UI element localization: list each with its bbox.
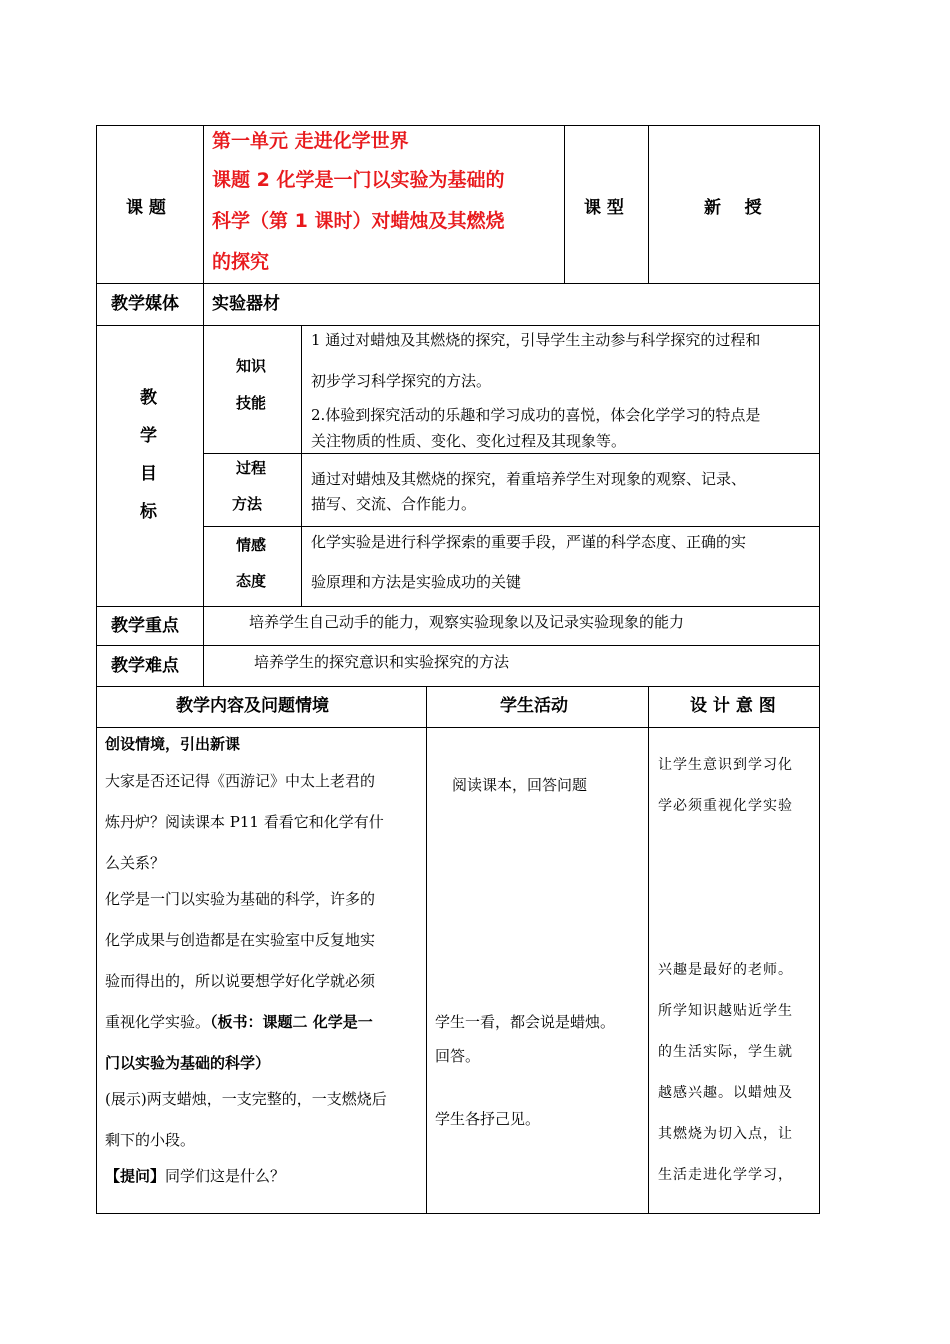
intent-text: 所学知识越贴近学生	[658, 1003, 793, 1019]
question-text: 同学们这是什么？	[165, 1167, 286, 1185]
row-divider	[203, 526, 820, 527]
intent-text: 生活走进化学学习，	[658, 1167, 793, 1183]
activity-text: 阅读课本，回答问题	[452, 776, 588, 794]
row-divider	[96, 686, 820, 687]
question-tag: 【提问】	[105, 1167, 166, 1185]
content-line: 验而得出的，所以说要想学好化学就必须	[105, 972, 376, 990]
table-border-left	[96, 125, 97, 1213]
section-heading: 创设情境，引出新课	[105, 735, 241, 753]
activity-text: 学生一看，都会说是蜡烛。	[435, 1013, 616, 1031]
col-divider	[648, 125, 649, 283]
col-divider	[426, 686, 427, 1213]
table-border-right	[819, 125, 820, 1213]
goals-label-char: 教	[140, 388, 157, 408]
content-line: 化学成果与创造都是在实验室中反复地实	[105, 931, 376, 949]
intent-text: 越感兴趣。以蜡烛及	[658, 1085, 793, 1101]
row-divider	[96, 645, 820, 646]
process-label: 过程	[236, 459, 267, 477]
content-line-mixed	[105, 1011, 373, 1032]
attitude-text: 验原理和方法是实验成功的关键	[311, 573, 522, 591]
goals-label-char: 标	[140, 502, 157, 522]
col-divider	[648, 686, 649, 1213]
activity-text: 回答。	[435, 1047, 481, 1065]
row-divider	[96, 283, 820, 284]
col-divider	[564, 125, 565, 283]
content-line: 大家是否还记得《西游记》中太上老君的	[105, 772, 376, 790]
goals-label-char: 目	[140, 464, 157, 484]
row-divider	[96, 606, 820, 607]
unit-title: 第一单元 走进化学世界	[212, 130, 409, 152]
board-note-end: 门以实验为基础的科学）	[105, 1054, 271, 1072]
process-text: 描写、交流、合作能力。	[311, 495, 477, 513]
lesson-title-line: 科学（第 1 课时）对蜡烛及其燃烧	[212, 210, 505, 232]
intent-text: 的生活实际，学生就	[658, 1044, 793, 1060]
type-value: 新 授	[704, 198, 762, 218]
knowledge-text: 初步学习科学探究的方法。	[311, 372, 492, 390]
process-label: 方法	[232, 495, 263, 513]
col-divider	[301, 325, 302, 606]
key-point-label: 教学重点	[111, 616, 179, 636]
knowledge-text: 关注物质的性质、变化、变化过程及其现象等。	[311, 432, 627, 450]
row-divider	[96, 727, 820, 728]
lesson-title-line: 的探究	[212, 251, 270, 273]
intent-column-header: 设 计 意 图	[690, 696, 776, 716]
table-border-bottom	[96, 1213, 820, 1214]
content-line: 么关系？	[105, 854, 166, 872]
goals-label-char: 学	[140, 426, 157, 446]
content-column-header: 教学内容及问题情境	[176, 696, 329, 716]
col-divider	[203, 125, 204, 686]
attitude-label: 态度	[236, 572, 267, 590]
type-label: 课 型	[584, 198, 624, 218]
board-note-start: （板书：课题二 化学是一	[210, 1013, 373, 1031]
lesson-title-line: 课题 2 化学是一门以实验为基础的	[212, 169, 505, 191]
intent-text: 其燃烧为切入点，让	[658, 1126, 793, 1142]
intent-text: 学必须重视化学实验	[658, 798, 793, 814]
media-label: 教学媒体	[111, 294, 179, 314]
row-divider	[96, 325, 820, 326]
attitude-label: 情感	[236, 536, 267, 554]
table-border-top	[96, 125, 820, 126]
difficulty-value: 培养学生的探究意识和实验探究的方法	[254, 653, 510, 671]
content-line: 剩下的小段。	[105, 1131, 196, 1149]
media-value: 实验器材	[212, 294, 280, 314]
topic-label: 课 题	[126, 198, 166, 218]
attitude-text: 化学实验是进行科学探索的重要手段，严谨的科学态度、正确的实	[311, 533, 747, 551]
difficulty-label: 教学难点	[111, 656, 179, 676]
content-line: (展示)两支蜡烛，一支完整的，一支燃烧后	[105, 1090, 387, 1108]
row-divider	[203, 453, 820, 454]
knowledge-text: 1 通过对蜡烛及其燃烧的探究，引导学生主动参与科学探究的过程和	[311, 331, 761, 349]
knowledge-label: 技能	[236, 394, 267, 412]
content-line-plain: 重视化学实验。	[105, 1013, 211, 1031]
question-line	[105, 1165, 285, 1186]
content-line: 化学是一门以实验为基础的科学，许多的	[105, 890, 376, 908]
knowledge-label: 知识	[236, 357, 267, 375]
activity-text: 学生各抒己见。	[435, 1110, 541, 1128]
intent-text: 让学生意识到学习化	[658, 757, 793, 773]
knowledge-text: 2.体验到探究活动的乐趣和学习成功的喜悦，体会化学学习的特点是	[311, 406, 761, 424]
key-point-value: 培养学生自己动手的能力，观察实验现象以及记录实验现象的能力	[249, 613, 685, 631]
activity-column-header: 学生活动	[500, 696, 568, 716]
intent-text: 兴趣是最好的老师。	[658, 962, 793, 978]
process-text: 通过对蜡烛及其燃烧的探究，着重培养学生对现象的观察、记录、	[311, 470, 747, 488]
content-line: 炼丹炉？阅读课本 P11 看看它和化学有什	[105, 813, 384, 831]
